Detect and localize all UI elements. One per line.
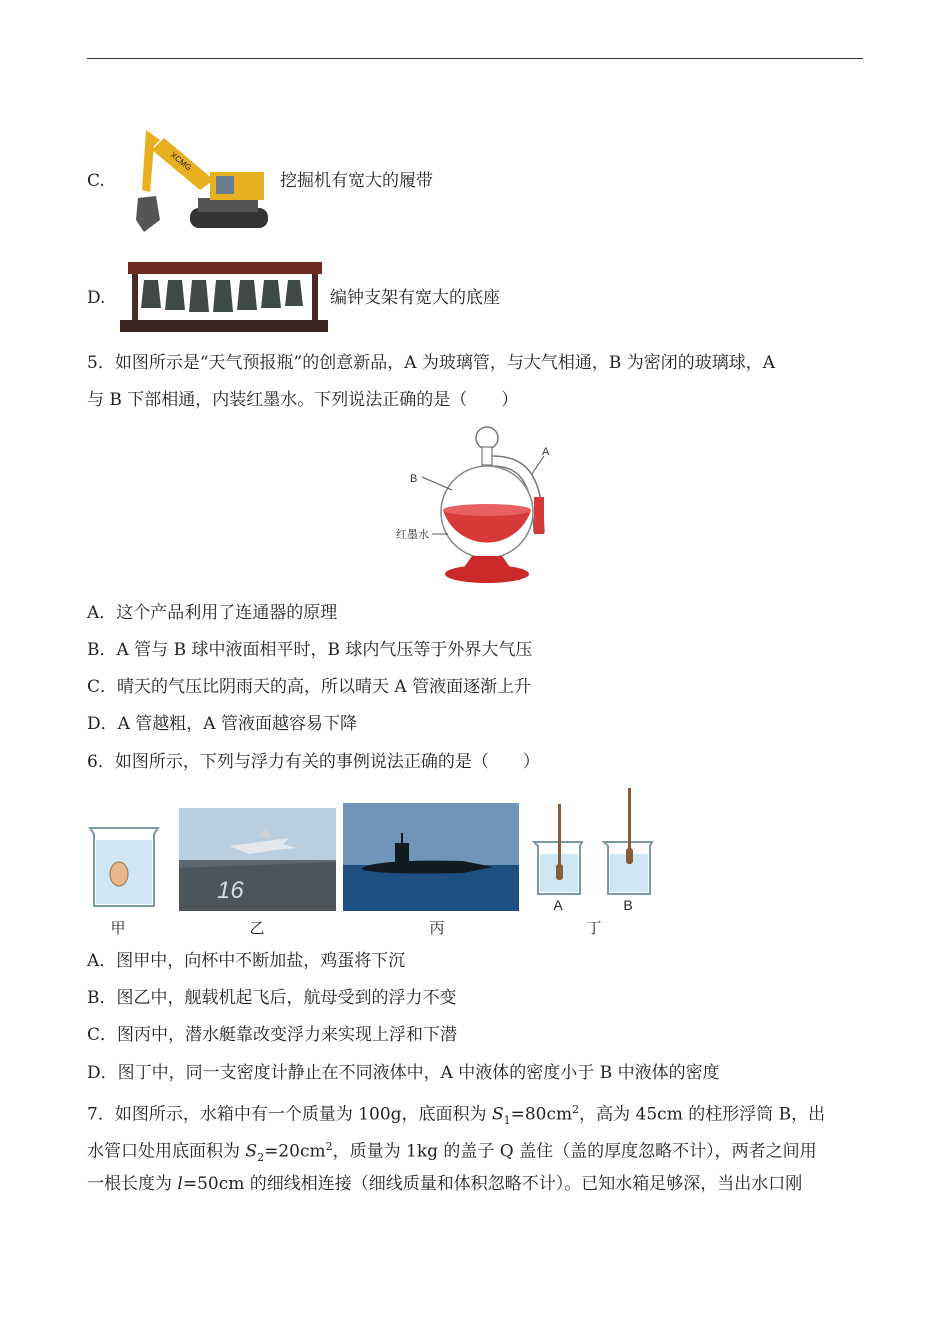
bianzhong-image	[118, 258, 328, 336]
q5-stem-line1: 5．如图所示是“天气预报瓶”的创意新品，A 为玻璃管，与大气相通，B 为密闭的玻璃球，A	[87, 353, 776, 373]
header-rule	[87, 58, 863, 59]
label-b: B	[410, 473, 418, 485]
q6-stem: 6．如图所示，下列与浮力有关的事例说法正确的是（ ）	[87, 752, 540, 772]
q6-option-b: B．图乙中，舰载机起飞后，航母受到的浮力不变	[87, 988, 457, 1008]
carrier-jet-figure	[179, 808, 336, 911]
option-d-text: 编钟支架有宽大的底座	[330, 288, 500, 308]
caption-yi: 乙	[249, 919, 265, 937]
q5-option-c: C．晴天的气压比阴雨天的高，所以晴天 A 管液面逐渐上升	[87, 677, 532, 697]
hydrometer-figure	[532, 786, 656, 896]
label-red-ink: 红墨水	[396, 529, 429, 541]
q6-option-d: D．图丁中，同一支密度计静止在不同液体中，A 中液体的密度小于 B 中液体的密度	[87, 1063, 720, 1083]
weather-bottle-figure	[392, 422, 562, 588]
q5-stem-line2: 与 B 下部相通，内装红墨水。下列说法正确的是（ ）	[87, 390, 519, 410]
q5-option-d: D．A 管越粗，A 管液面越容易下降	[87, 714, 357, 734]
q5-option-a: A．这个产品利用了连通器的原理	[87, 603, 338, 623]
q7-line3: 一根长度为 l=50cm 的细线相连接（细线质量和体积忽略不计）。已知水箱足够深，当出水口刚	[87, 1174, 803, 1194]
caption-bing: 丙	[429, 919, 445, 937]
excavator-image	[130, 120, 270, 242]
option-d-label: D.	[87, 288, 106, 308]
beaker-egg-figure	[88, 826, 160, 910]
q6-option-c: C．图丙中，潜水艇靠改变浮力来实现上浮和下潜	[87, 1025, 458, 1045]
submarine-figure	[343, 803, 519, 911]
label-a: A	[542, 446, 550, 458]
option-c-label: C.	[87, 171, 105, 191]
caption-jia: 甲	[110, 919, 126, 937]
option-c-text: 挖掘机有宽大的履带	[280, 171, 433, 191]
caption-ding: 丁	[586, 919, 602, 937]
q7-line2: 水管口处用底面积为 $S_2=20cm^2$，质量为 1kg 的盖子 Q 盖住（盖的厚度忽略不计），两者之间用	[87, 1140, 817, 1165]
svg-text:XCMG: XCMG	[168, 150, 194, 173]
q5-option-b: B．A 管与 B 球中液面相平时，B 球内气压等于外界大气压	[87, 640, 533, 660]
caption-a: A	[553, 897, 563, 913]
caption-b: B	[623, 897, 633, 913]
q6-option-a: A．图甲中，向杯中不断加盐，鸡蛋将下沉	[87, 951, 406, 971]
deck-number: 16	[217, 877, 244, 904]
q7-line1: 7．如图所示，水箱中有一个质量为 100g，底面积为 $S_1=80cm^2$，高为 45cm 的柱形浮筒 B，出	[87, 1103, 826, 1128]
